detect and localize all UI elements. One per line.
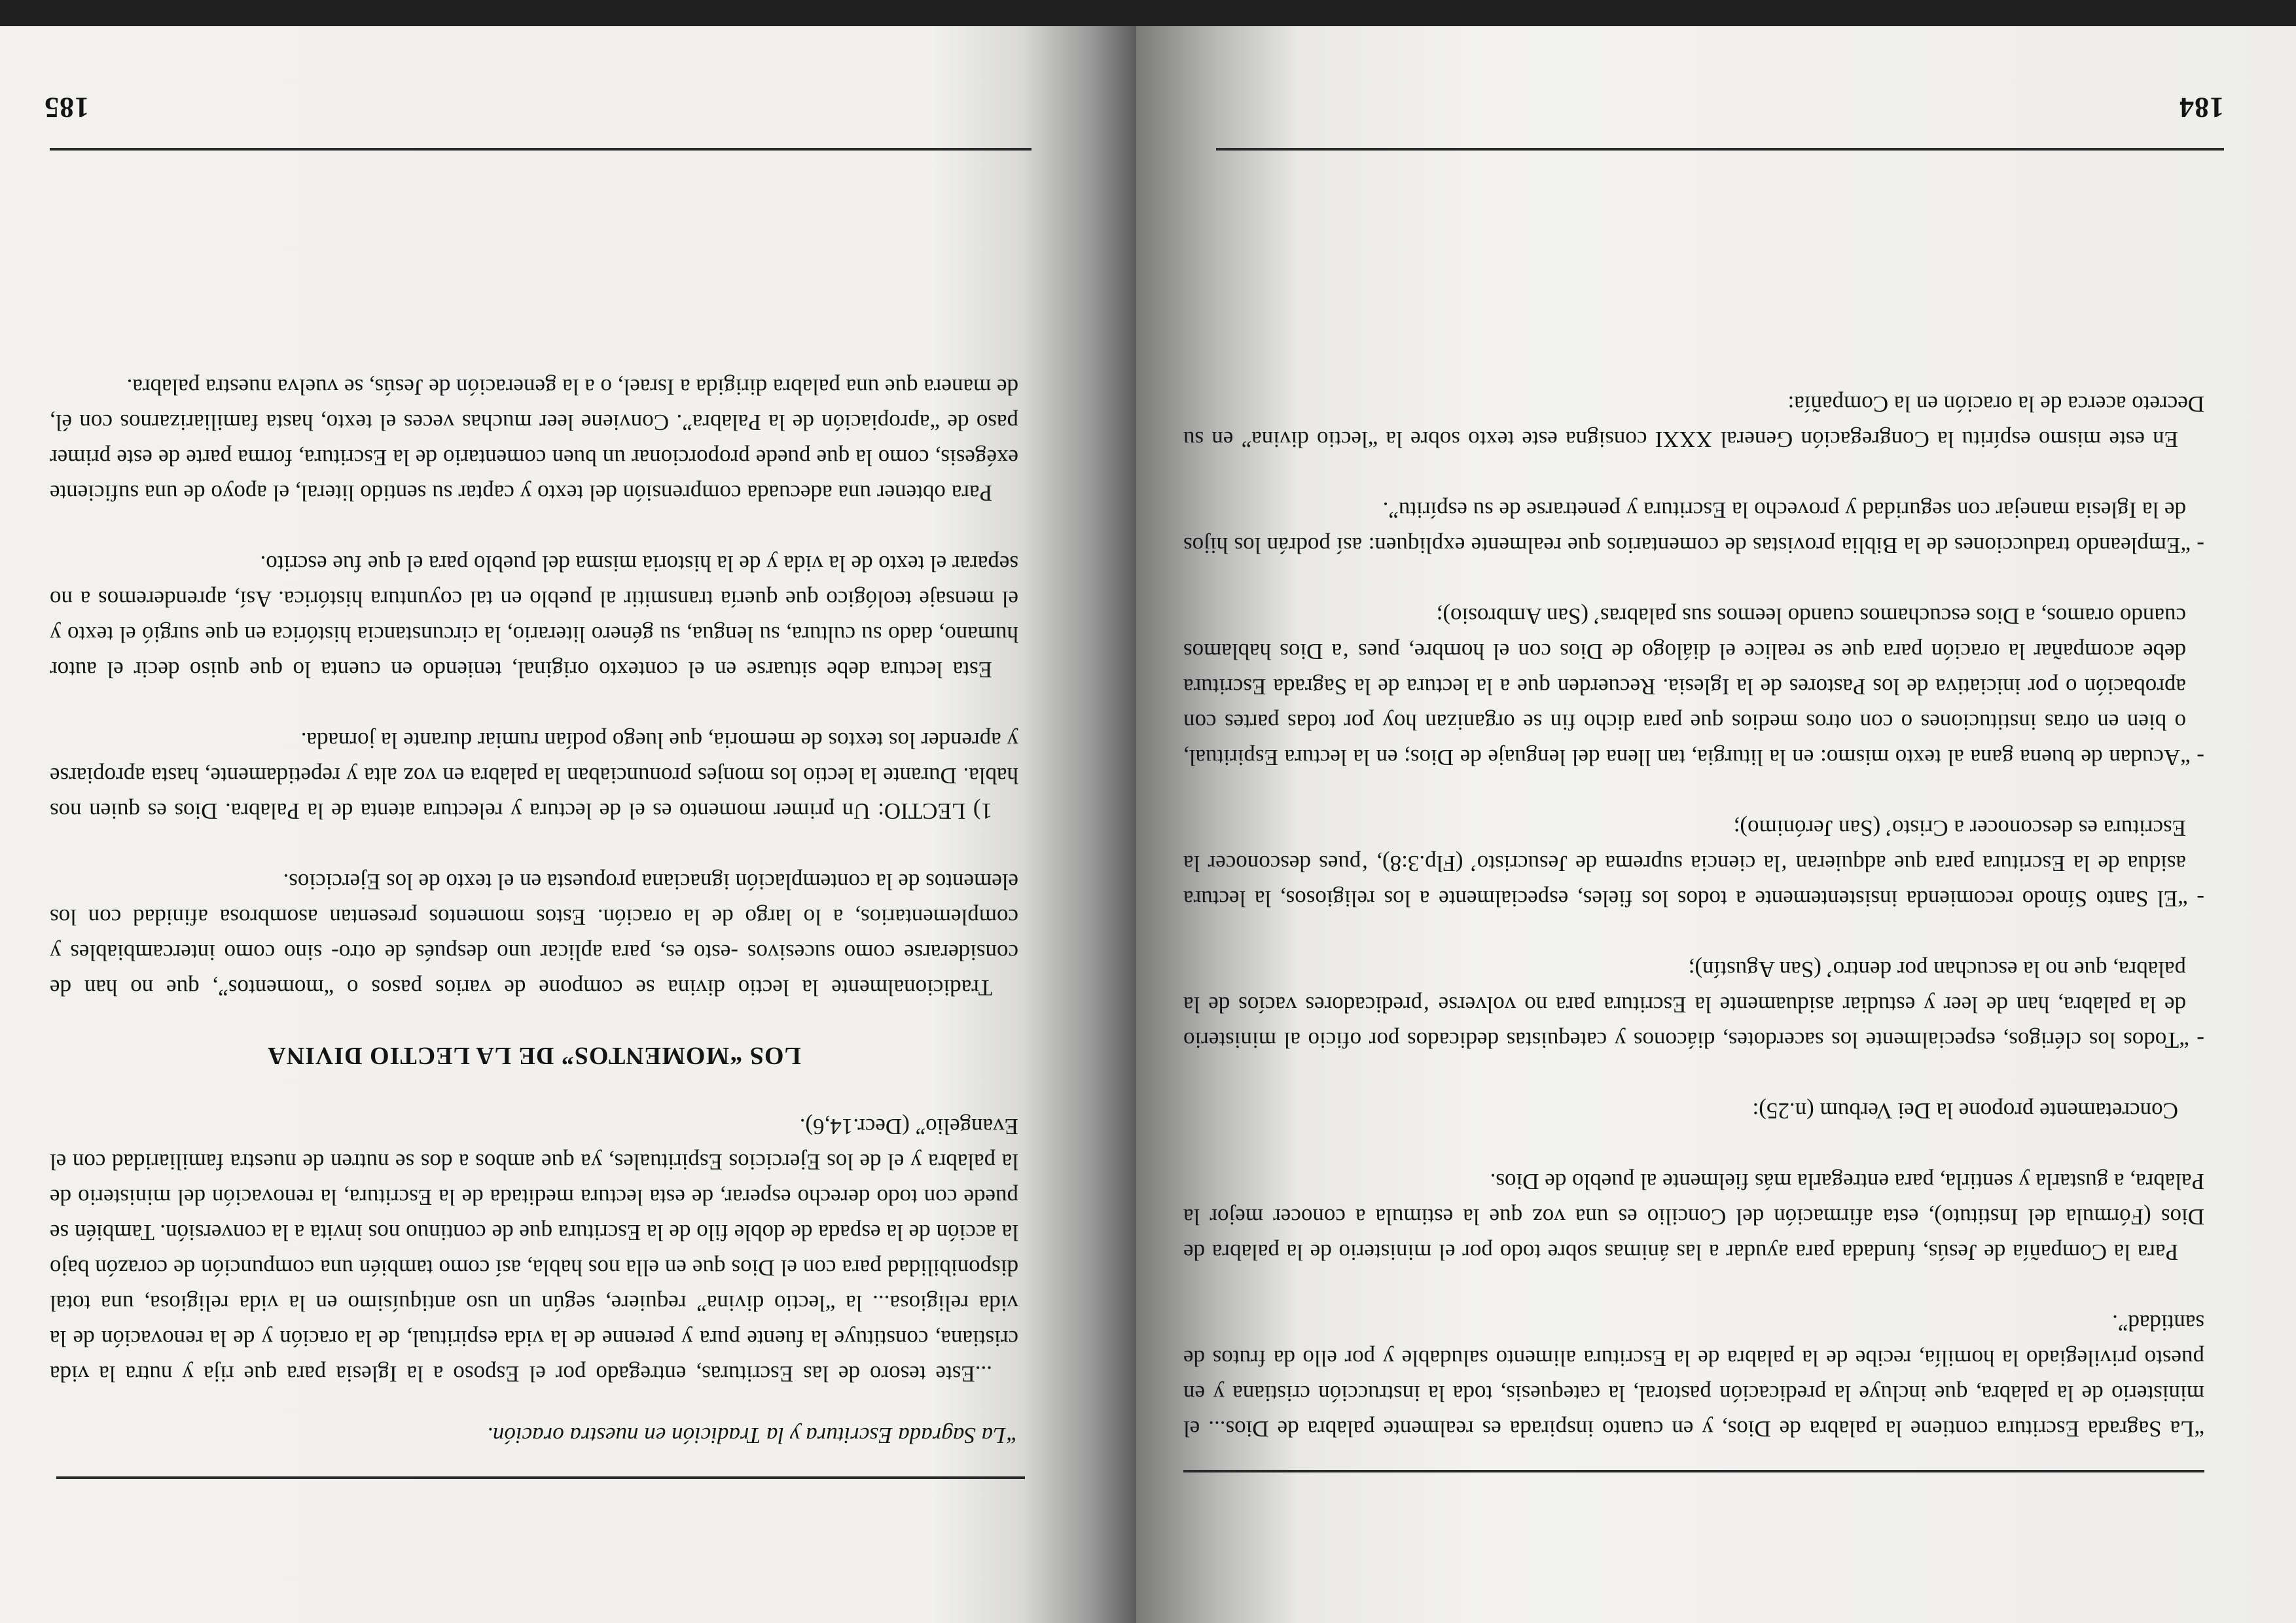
quote-title: “La Sagrada Escritura y la Tradición en nuestra oración.	[487, 1423, 1018, 1448]
list-item: - “El Santo Sínodo recomienda insistentemente a todos los fieles, especialmente a los religiosos, la lectura asidua de la Escritura para que adquieran ‘la ciencia suprema de Jesucristo’ (Flp.3:8), ‘pues desconocer la Escritura es desconocer a Cristo’ (San Jerónimo);	[1183, 815, 2204, 912]
paragraph: Para obtener una adecuada comprensión del texto y captar su sentido literal, el apoyo de una suficiente exégesis, como la que puede proporcionar un buen comentario de la Escritura, forma parte de este primer paso de “apropiación de la Palabra”. Conviene leer muchas veces el texto, hasta familiarizarnos con él, de manera que una palabra dirigida a Israel, o a la generación de Jesús, se vuelva nuestra palabra.	[50, 374, 1018, 506]
paragraph: 1) LECTIO: Un primer momento es el de lectura y relectura atenta de la Palabra. Dios es quien nos habla. Durante la lectio los monjes pronunciaban la palabra en voz alta y repetidamente, hasta apropiarse y aprender los textos de memoria, que luego podían rumiar durante la jornada.	[50, 728, 1018, 824]
footer-rule	[1216, 148, 2224, 151]
paragraph: Para la Compañía de Jesús, fundada para ayudar a las ánimas sobre todo por el ministerio de la palabra de Dios (Fórmula del Instituto), esta afirmación del Concilio es una voz que la estimula a conocer mejor la Palabra, a gustarla y sentirla, para entregarla más fielmente al pueblo de Dios.	[1183, 1169, 2204, 1265]
page-184-body	[1183, 351, 2204, 1446]
page-185-body	[50, 369, 1018, 1453]
header-rule	[56, 1476, 1025, 1479]
list-item: - “Acudan de buena gana al texto mismo: en la liturgia, tan llena del lenguaje de Dios; en la lectura Espiritual, o bien en otras instituciones o con otros medios que para dicho fin se organizan hoy por todas partes con aprobación o por iniciativa de los Pastores de la Iglesia. Recuerden que a la lectura de la Sagrada Escritura debe acompañar la oración para que se realice el diálogo de Dios con el hombre, pues ‘a Dios hablamos cuando oramos, a Dios escuchamos cuando leemos sus palabras’ (San Ambrosio);	[1183, 603, 2204, 770]
scan-bottom-edge	[0, 0, 2296, 26]
footer-rule	[50, 148, 1031, 151]
page-number-184: 184	[2179, 92, 2224, 124]
page-number-185: 185	[44, 92, 89, 124]
paragraph: En este mismo espíritu la Congregación General XXXI consigna este texto sobre la “lectio divina” en su Decreto acerca de la oración en la Compañía:	[1183, 391, 2204, 452]
list-item: - “Empleando traducciones de la Biblia provistas de comentarios que realmente expliquen: así podrán los hijos de la Iglesia manejar con seguridad y provecho la Escritura y penetrarse de su espíritu”.	[1183, 497, 2204, 558]
list-item: - “Todos los clérigos, especialmente los sacerdotes, diáconos y catequistas dedicados por oficio al ministerio de la palabra, han de leer y estudiar asiduamente la Escritura para no volverse ‘predicadores vacíos de la palabra, que no la escuchan por dentro’ (San Agustín);	[1183, 957, 2204, 1053]
page-185	[0, 0, 1136, 1623]
paragraph: ...Este tesoro de las Escrituras, entregado por el Esposo a la Iglesia para que rija y nutra la vida cristiana, constituye la fuente pura y perenne de la vida espiritual, de la oración y de la renovación de la vida religiosa... la “lectio divina” requiere, según un uso antiquísimo en la vida religiosa, una total disponibilidad para con el Dios que en ella nos habla, así como también una compunción de corazón bajo la acción de la espada de doble filo de la Escritura que de continuo nos invita a la conversión. También se puede con todo derecho esperar, de esta lectura meditada de la Escritura, la renovación del ministerio de la palabra y el de los Ejercicios Espirituales, ya que ambos a dos se nutren de nuestra familiaridad con el Evangelio” (Decr.14,6).	[50, 1114, 1018, 1387]
paragraph: Esta lectura debe situarse en el contexto original, teniendo en cuenta lo que quiso decir el autor humano, dado su cultura, su lengua, su género literario, la circunstancia histórica en que surgió el texto y el mensaje teológico que quería transmitir al pueblo en tal coyuntura histórica. Así, aprenderemos a no separar el texto de la vida y de la historia misma del pueblo para el que fue escrito.	[50, 551, 1018, 683]
paragraph: “La Sagrada Escritura contiene la palabra de Dios, y en cuanto inspirada es realmente palabra de Dios... el ministerio de la palabra, que incluye la predicación pastoral, la catequesis, toda la instrucción cristiana y en puesto privilegiado la homilía, recibe de la palabra de la Escritura alimento saludable y por ello da frutos de santidad”.	[1183, 1310, 2204, 1442]
paragraph: Tradicionalmente la lectio divina se compone de varios pasos o “momentos”, que no han de considerarse como sucesivos -esto es, para aplicar uno después de otro- sino como intercambiables y complementarios, a lo largo de la oración. Estos momentos presentan asombrosa afinidad con los elementos de la contemplación ignaciana propuesta en el texto de los Ejercicios.	[50, 869, 1018, 1001]
paragraph: Concretamente propone la Dei Verbum (n.25):	[1752, 1098, 2178, 1124]
header-rule	[1183, 1470, 2204, 1472]
section-heading: LOS “MOMENTOS” DE LA LECTIO DIVINA	[267, 1042, 801, 1069]
page-184	[1136, 0, 2296, 1623]
